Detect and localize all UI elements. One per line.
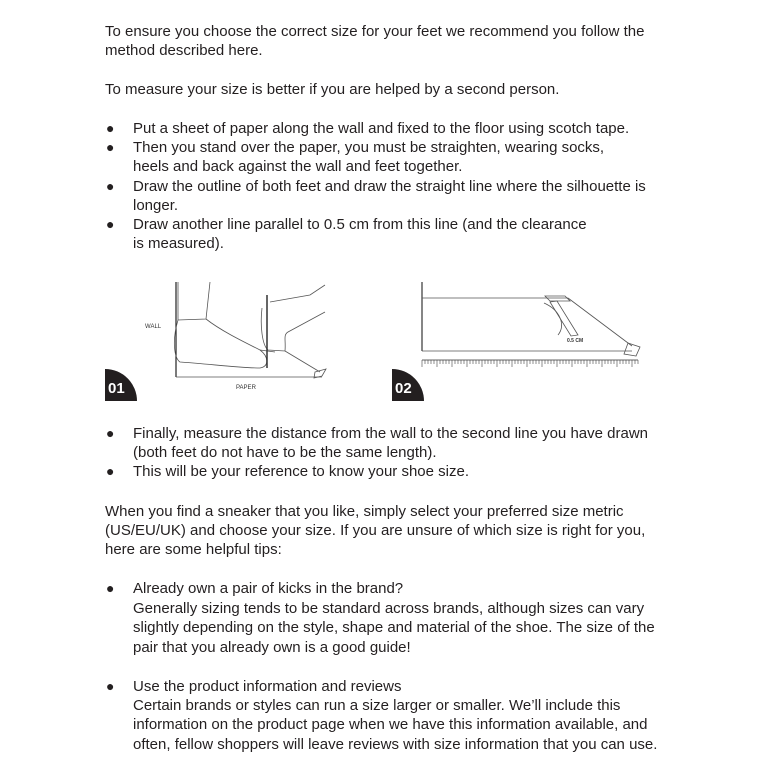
step-badge-01: 01 [105, 369, 137, 401]
step-line: Draw another line parallel to 0.5 cm from this line (and the clearance [133, 216, 587, 233]
step-line: Finally, measure the distance from the wall to the second line you have drawn [133, 425, 648, 442]
sneaker-line: (US/EU/UK) and choose your size. If you are unsure of which size is right for you, [105, 522, 646, 539]
tip-line: pair that you already own is a good guide! [133, 639, 411, 656]
wall-label: WALL [145, 324, 162, 330]
sneaker-line: here are some helpful tips: [105, 541, 282, 558]
intro-line: method described here. [105, 42, 263, 59]
tip-line: often, fellow shoppers will leave reviews with size information that you can use. [133, 736, 658, 753]
tip-line: Generally sizing tends to be standard across brands, although sizes can vary [133, 600, 645, 617]
step-line: This will be your reference to know your shoe size. [133, 463, 469, 480]
bullet: ● [106, 425, 115, 441]
tip-line: Certain brands or styles can run a size larger or smaller. We’ll include this [133, 697, 621, 714]
intro-line: To ensure you choose the correct size for your feet we recommend you follow the [105, 23, 645, 40]
tip-line: Already own a pair of kicks in the brand? [133, 580, 404, 597]
step-badge-02: 02 [392, 369, 424, 401]
bullet: ● [106, 580, 115, 596]
tip-line: slightly depending on the style, shape and material of the shoe. The size of the [133, 619, 655, 636]
step-line: Draw the outline of both feet and draw the straight line where the silhouette is [133, 178, 646, 195]
helper-text: To measure your size is better if you are helped by a second person. [105, 81, 560, 98]
step-line: (both feet do not have to be the same length). [133, 444, 437, 461]
step-line: Put a sheet of paper along the wall and fixed to the floor using scotch tape. [133, 120, 630, 137]
tip-line: Use the product information and reviews [133, 678, 402, 695]
sneaker-line: When you find a sneaker that you like, simply select your preferred size metric [105, 503, 624, 520]
tip-line: information on the product page when we have this information available, and [133, 716, 648, 733]
bullet: ● [106, 178, 115, 194]
step-line: Then you stand over the paper, you must be straighten, wearing socks, [133, 139, 605, 156]
bullet: ● [106, 120, 115, 136]
foot-measure-illustration [100, 270, 360, 405]
step-line: heels and back against the wall and feet together. [133, 158, 463, 175]
clearance-label: 0.5 CM [567, 338, 584, 344]
step-line: longer. [133, 197, 179, 214]
step-line: is measured). [133, 235, 224, 252]
bullet: ● [106, 139, 115, 155]
bullet: ● [106, 678, 115, 694]
paper-measure-illustration [400, 270, 660, 380]
paper-label: PAPER [236, 385, 256, 391]
bullet: ● [106, 463, 115, 479]
bullet: ● [106, 216, 115, 232]
